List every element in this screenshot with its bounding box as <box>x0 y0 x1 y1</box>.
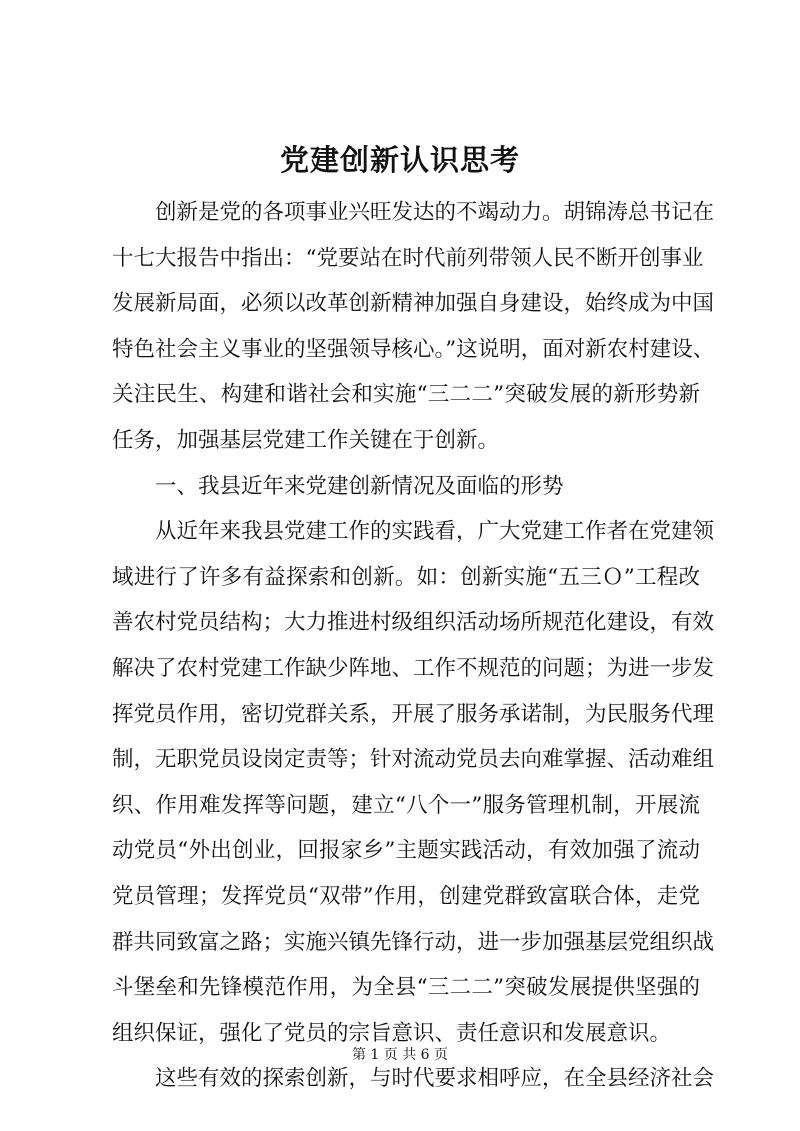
paragraph-line: 从近年来我县党建工作的实践看，广大党建工作者在党建领 <box>155 519 715 545</box>
paragraph-line: 发展新局面，必须以改革创新精神加强自身建设，始终成为中国 <box>112 291 715 317</box>
paragraph-line: 善农村党员结构；大力推进村级组织活动场所规范化建设，有效 <box>112 610 715 636</box>
paragraph-line: 织、作用难发挥等问题，建立“八个一”服务管理机制，开展流 <box>112 792 700 818</box>
paragraph-line: 党员管理；发挥党员“双带”作用，创建党群致富联合体，走党 <box>112 883 700 909</box>
paragraph-line: 群共同致富之路；实施兴镇先锋行动，进一步加强基层党组织战 <box>112 929 715 955</box>
document-title: 党建创新认识思考 <box>279 143 520 177</box>
paragraph-line: 特色社会主义事业的坚强领导核心。”这说明，面对新农村建设、 <box>112 336 715 362</box>
paragraph-line: 解决了农村党建工作缺少阵地、工作不规范的问题；为进一步发 <box>112 655 715 681</box>
paragraph-line: 动党员“外出创业，回报家乡”主题实践活动，有效加强了流动 <box>112 838 700 864</box>
paragraph-line: 十七大报告中指出：“党要站在时代前列带领人民不断开创事业 <box>112 245 704 271</box>
section-heading: 一、我县近年来党建创新情况及面临的形势 <box>155 473 564 499</box>
paragraph-line: 任务，加强基层党建工作关键在于创新。 <box>112 427 500 453</box>
page-number: 第 1 页 共 6 页 <box>351 1047 449 1063</box>
paragraph-line: 制，无职党员设岗定责等；针对流动党员去向难掌握、活动难组 <box>112 747 715 773</box>
paragraph-line: 挥党员作用，密切党群关系，开展了服务承诺制，为民服务代理 <box>112 701 715 727</box>
paragraph-line: 这些有效的探索创新，与时代要求相呼应，在全县经济社会 <box>155 1066 715 1092</box>
paragraph-line: 组织保证，强化了党员的宗旨意识、责任意识和发展意识。 <box>112 1020 672 1046</box>
paragraph-line: 创新是党的各项事业兴旺发达的不竭动力。胡锦涛总书记在 <box>155 200 715 225</box>
paragraph-line: 关注民生、构建和谐社会和实施“三二二”突破发展的新形势新 <box>112 382 700 408</box>
paragraph-line: 斗堡垒和先锋模范作用，为全县“三二二”突破发展提供坚强的 <box>112 975 700 1001</box>
paragraph-line: 域进行了许多有益探索和创新。如：创新实施“五三Ｏ”工程改 <box>112 564 700 590</box>
document-body <box>112 190 715 1102</box>
